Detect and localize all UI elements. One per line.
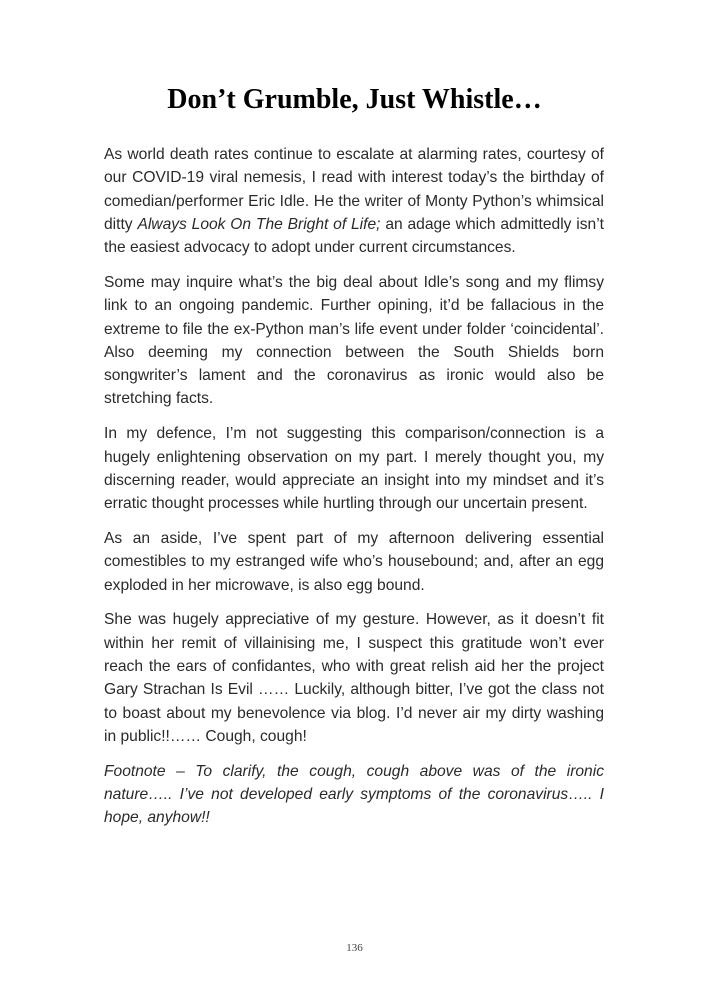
footnote: Footnote – To clarify, the cough, cough above was of the ironic nature….. I’ve not developed early symptoms of the coronavirus….. I hope, anyhow!!: [104, 762, 604, 827]
paragraph-1: [104, 143, 604, 259]
page-number: 136: [346, 942, 363, 954]
paragraph-1-text-end: an adage which admittedly isn’t the easiest advocacy to adopt under current circumstances.: [104, 215, 605, 257]
paragraph-3: In my defence, I’m not suggesting this comparison/connection is a hugely enlightening observation on my part. I merely thought you, my discerning reader, would appreciate an insight into my mindset and it’s erratic thought processes while hurtling through our uncertain present.: [104, 425, 604, 513]
paragraph-5: She was hugely appreciative of my gesture. However, as it doesn’t fit within her remit of villainising me, I suspect this gratitude won’t ever reach the ears of confidantes, who with great relish aid her the project Gary Strachan Is Evil …… Luckily, although bitter, I’ve got the class not to boast about my benevolence via blog. I’d never air my dirty washing in public!!…… Cough, cough!: [104, 611, 604, 745]
song-title: Always Look On The Bright of Life;: [137, 215, 381, 233]
paragraph-1-text-start: As world death rates continue to escalate at alarming rates, courtesy of our COVID-19 viral nemesis, I read with interest today’s the birthday of comedian/performer Eric Idle. He the writer of Monty Python’s whimsical ditty: [104, 146, 604, 233]
paragraph-2: Some may inquire what’s the big deal about Idle’s song and my flimsy link to an ongoing pandemic. Further opining, it’d be fallacious in the extreme to file the ex-Python man’s life event under folder ‘coincidental’. Also deeming my connection between the South Shields born songwriter’s lament and the coronavirus as ironic would also be stretching facts.: [104, 273, 604, 408]
page-title: Don’t Grumble, Just Whistle…: [167, 84, 542, 115]
paragraph-4: As an aside, I’ve spent part of my afternoon delivering essential comestibles to my estranged wife who’s housebound; and, after an egg exploded in her microwave, is also egg bound.: [104, 529, 604, 594]
body-text: [104, 143, 604, 841]
